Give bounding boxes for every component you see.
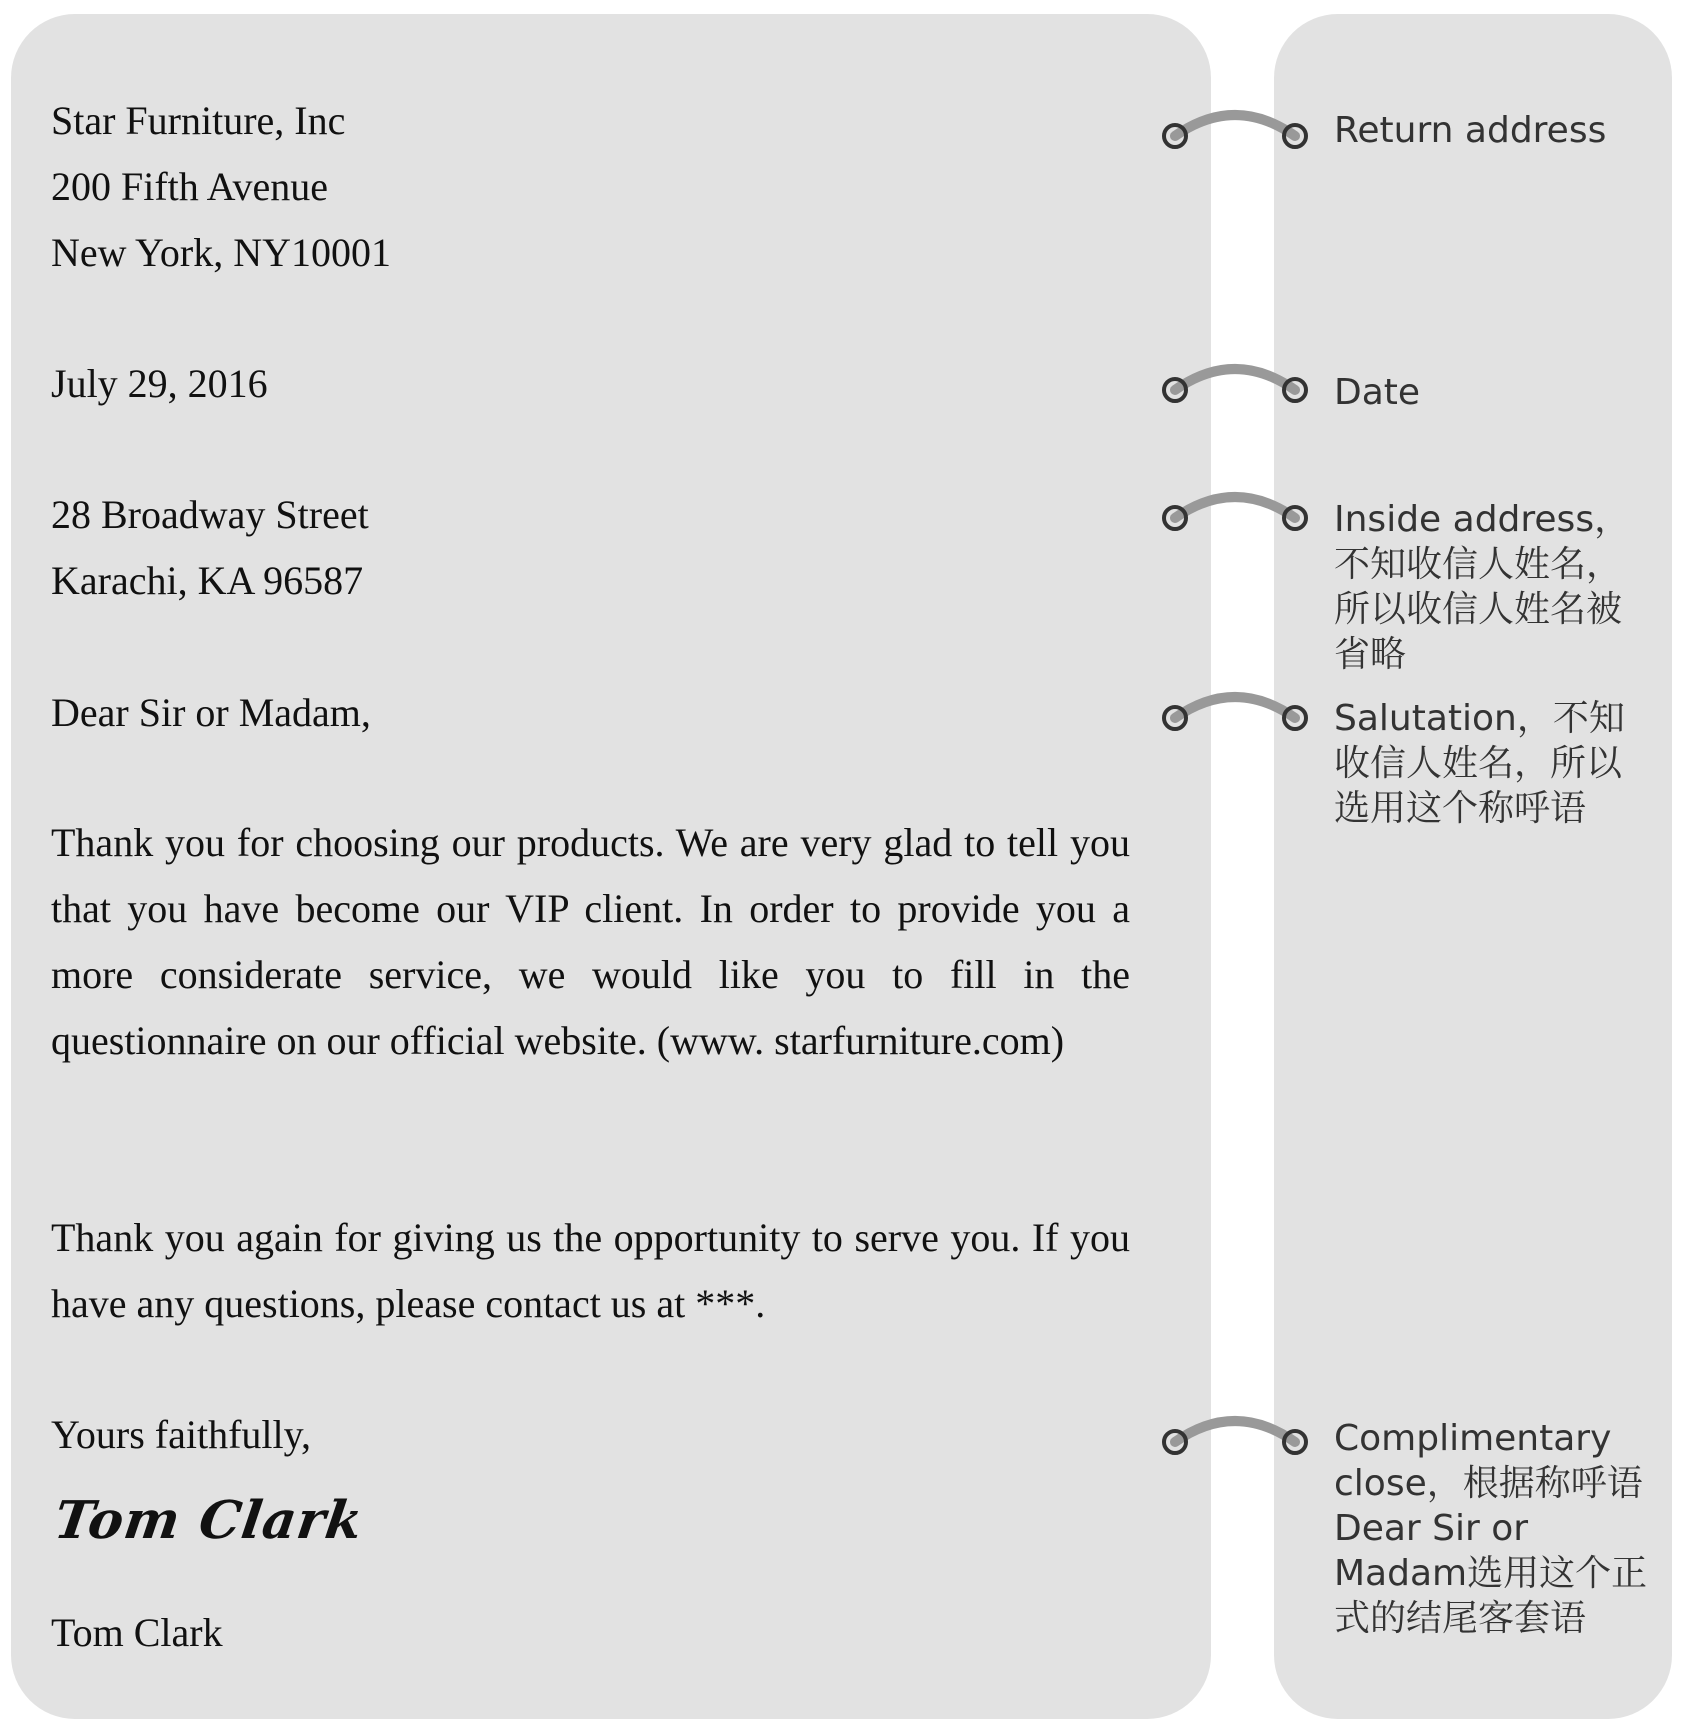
return-address-line-3: New York, NY10001 <box>51 230 392 275</box>
note-salutation: Salutation，不知收信人姓名，所以选用这个称呼语 <box>1334 698 1625 829</box>
note-inside-address: Inside address，不知收信人姓名，所以收信人姓名被省略 <box>1334 499 1631 675</box>
binder-ring-icon <box>1155 482 1315 542</box>
binder-ring-icon <box>1155 354 1315 414</box>
inside-address-line-1: 28 Broadway Street <box>51 492 369 537</box>
handwritten-signature: Tom Clark <box>50 1490 368 1551</box>
letter-date: July 29, 2016 <box>51 361 268 406</box>
note-complimentary-close: Complimentary close，根据称呼语Dear Sir or Madam选用这个正式的结尾客套语 <box>1334 1418 1648 1639</box>
binder-ring-icon <box>1155 1406 1315 1466</box>
signer-name: Tom Clark <box>51 1610 223 1655</box>
return-address-line-1: Star Furniture, Inc <box>51 98 346 143</box>
body-paragraph-1: Thank you for choosing our products. We are very glad to tell you that you have become our VIP client. In order to provide you a more considerate service, we would like you to fill in the questionnaire on our official website. (www. starfurniture.com) <box>51 820 1130 1063</box>
binder-ring-icon <box>1155 682 1315 742</box>
binder-ring-icon <box>1155 100 1315 160</box>
body-paragraph-2: Thank you again for giving us the opportunity to serve you. If you have any questions, please contact us at ***. <box>51 1215 1130 1326</box>
complimentary-close: Yours faithfully, <box>51 1412 312 1457</box>
salutation: Dear Sir or Madam, <box>51 690 371 735</box>
inside-address-line-2: Karachi, KA 96587 <box>51 558 364 603</box>
note-return-address: Return address <box>1334 110 1607 151</box>
return-address-line-2: 200 Fifth Avenue <box>51 164 329 209</box>
note-date: Date <box>1334 372 1421 413</box>
